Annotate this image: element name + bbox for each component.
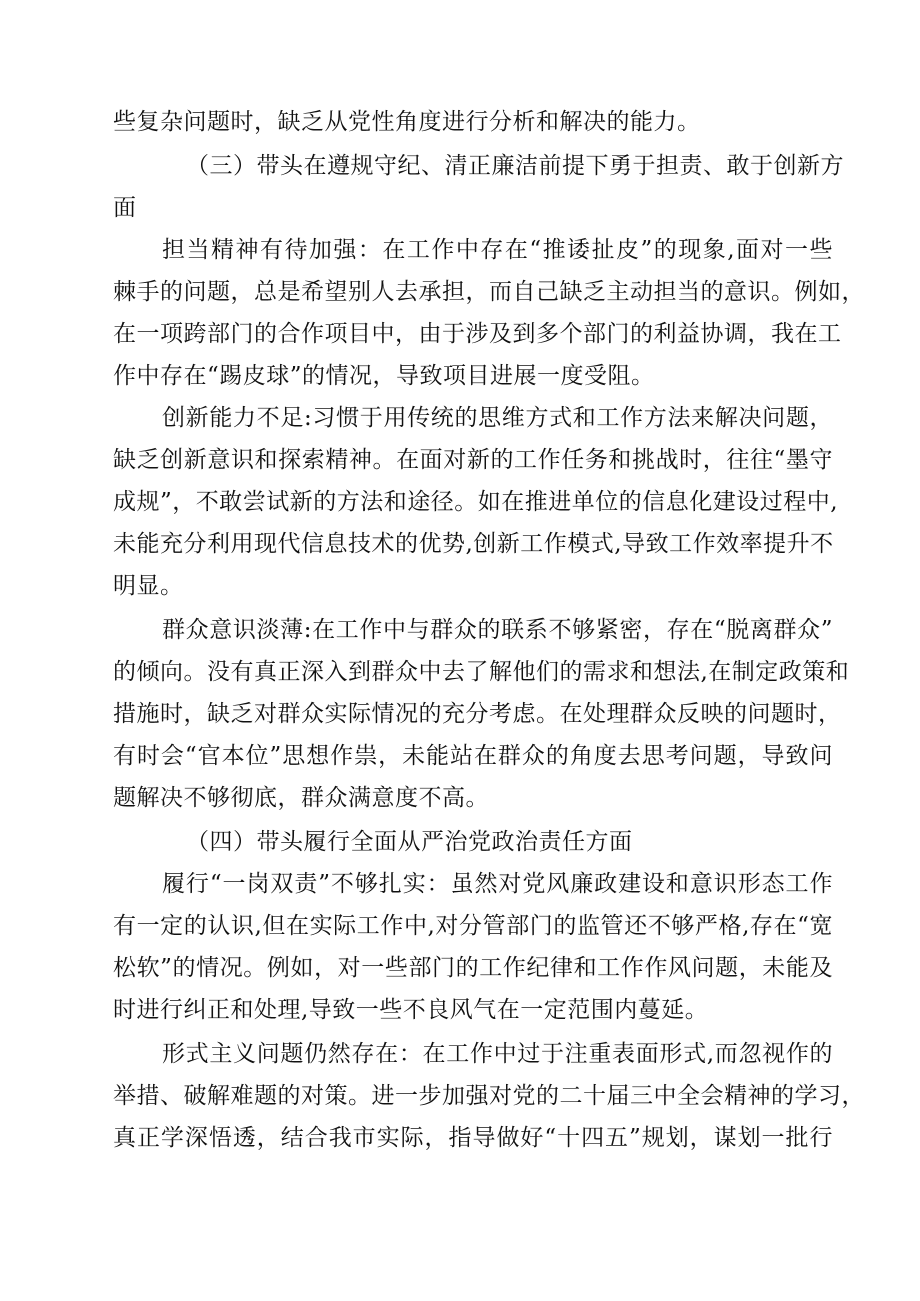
text-line: 举措、破解难题的对策。进一步加强对党的二十届三中全会精神的学习， — [113, 1083, 865, 1109]
text-line: 未能充分利用现代信息技术的优势,创新工作模式,导致工作效率提升不 — [113, 531, 834, 557]
text-line: 在一项跨部门的合作项目中，由于涉及到多个部门的利益协调，我在工 — [113, 321, 842, 347]
text-line: 的倾向。没有真正深入到群众中去了解他们的需求和想法,在制定政策和 — [113, 659, 850, 685]
text-line: 措施时，缺乏对群众实际情况的充分考虑。在处理群众反映的问题时， — [113, 701, 842, 727]
text-line: 成规”，不敢尝试新的方法和途径。如在推进单位的信息化建设过程中, — [113, 489, 839, 515]
text-line: 缺乏创新意识和探索精神。在面对新的工作任务和挑战时，往往“墨守 — [113, 447, 833, 473]
text-line: 些复杂问题时，缺乏从党性角度进行分析和解决的能力。 — [113, 109, 701, 135]
text-line: 题解决不够彻底，群众满意度不高。 — [113, 785, 489, 811]
text-line: 棘手的问题，总是希望别人去承担，而自己缺乏主动担当的意识。例如， — [113, 279, 865, 305]
text-line: 作中存在“踢皮球”的情况，导致项目进展一度受阻。 — [113, 363, 655, 389]
text-line: 形式主义问题仍然存在：在工作中过于注重表面形式,而忽视作的 — [162, 1041, 833, 1067]
text-line: 履行“一岗双责”不够扎实：虽然对党风廉政建设和意识形态工作 — [162, 871, 833, 897]
text-line: 有一定的认识,但在实际工作中,对分管部门的监管还不够严格,存在“宽 — [113, 913, 833, 939]
text-line: 真正学深悟透，结合我市实际，指导做好“十四五”规划，谋划一批行 — [113, 1125, 833, 1151]
section-heading: （四）带头履行全面从严治党政治责任方面 — [186, 829, 633, 855]
text-line: 明显。 — [113, 573, 184, 599]
text-line: 创新能力不足:习惯于用传统的思维方式和工作方法来解决问题， — [162, 405, 833, 431]
text-line: 时进行纠正和处理,导致一些不良风气在一定范围内蔓延。 — [113, 997, 709, 1023]
section-heading: （三）带头在遵规守纪、清正廉洁前提下勇于担责、敢于创新方 — [186, 153, 844, 179]
text-line: 松软”的情况。例如，对一些部门的工作纪律和工作作风问题，未能及 — [113, 955, 833, 981]
text-line: 群众意识淡薄:在工作中与群众的联系不够紧密，存在“脱离群众” — [162, 617, 833, 643]
text-line: 担当精神有待加强：在工作中存在“推诿扯皮”的现象,面对一些 — [162, 237, 833, 263]
text-line: 有时会“官本位”思想作祟，未能站在群众的角度去思考问题，导致问 — [113, 743, 833, 769]
text-line: 面 — [113, 195, 137, 221]
